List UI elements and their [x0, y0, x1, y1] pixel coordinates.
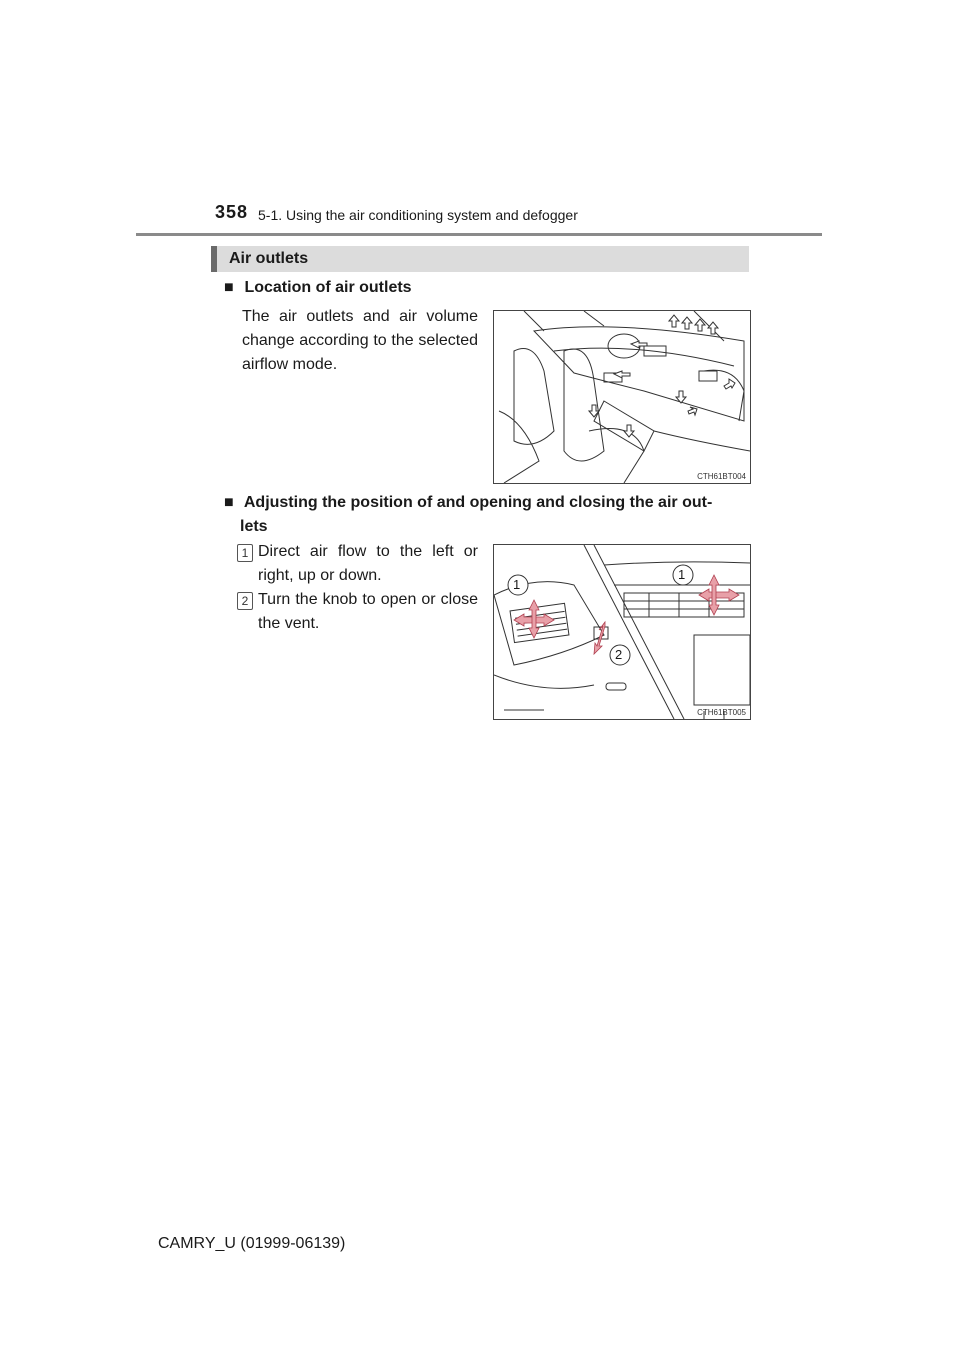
- section-title: Air outlets: [229, 250, 309, 267]
- location-description: The air outlets and air volume change according to the selected airflow mode.: [242, 308, 478, 373]
- location-heading-text: Location of air outlets: [244, 279, 412, 296]
- cabin-illustration: [494, 311, 750, 483]
- step-1-number: 1: [237, 544, 253, 562]
- figure-code: CTH61BT005: [697, 708, 746, 717]
- location-heading: [224, 279, 412, 297]
- step-2-number: 2: [237, 592, 253, 610]
- figure-code: CTH61BT004: [697, 472, 746, 481]
- figure-air-outlet-locations: [493, 310, 751, 484]
- square-bullet: ■: [224, 279, 234, 296]
- figure-vent-adjustment: [493, 544, 751, 720]
- step-1-text: Direct air flow to the left or right, up or down.: [258, 543, 478, 584]
- step-2-text: Turn the knob to open or close the vent.: [258, 591, 478, 632]
- adjusting-heading-line2: lets: [240, 518, 268, 535]
- adjusting-heading-line1: Adjusting the position of and opening and closing the air out-: [243, 494, 713, 511]
- header-rule: [136, 233, 822, 236]
- square-bullet: ■: [224, 494, 234, 511]
- callout-1-left: 1: [513, 577, 521, 592]
- adjusting-heading: [224, 491, 712, 539]
- callout-2: 2: [615, 647, 623, 662]
- chapter-title: 5-1. Using the air conditioning system and defogger: [258, 207, 578, 223]
- vent-illustration: [494, 545, 750, 719]
- footer-model-code: CAMRY_U (01999-06139): [158, 1235, 346, 1252]
- page-number: 358: [215, 202, 249, 222]
- section-bar: [211, 246, 749, 272]
- callout-1-right: 1: [678, 567, 686, 582]
